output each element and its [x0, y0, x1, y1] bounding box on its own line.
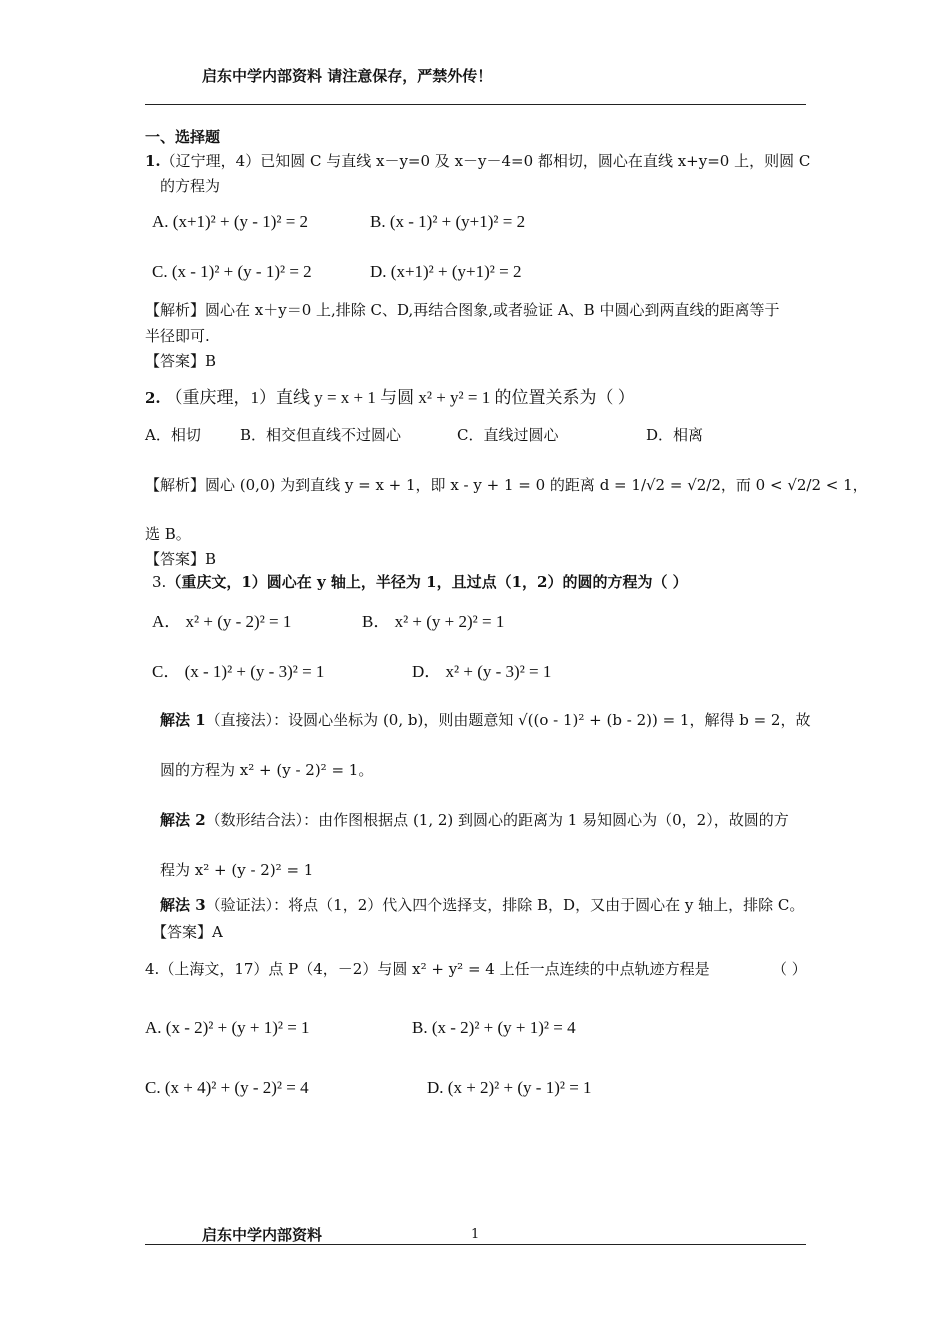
footer-rule: [145, 1244, 806, 1245]
q1-stem-line2: 的方程为: [160, 177, 221, 195]
q4-option-c: C. (x + 4)² + (y - 2)² = 4: [145, 1078, 309, 1097]
q4-option-b: B. (x - 2)² + (y + 1)² = 4: [412, 1018, 576, 1037]
q2-stem: 2. （重庆理，1）直线 y = x + 1 与圆 x² + y² = 1 的位置关系为（ ）: [145, 388, 635, 407]
q3-method1-label: 解法 1: [160, 711, 206, 729]
q3-method1-end: 圆的方程为 x² + (y - 2)² = 1。: [160, 761, 374, 779]
q2-option-b: B．相交但直线不过圆心: [240, 426, 402, 444]
q1-analysis-line1: 【解析】圆心在 x＋y＝0 上,排除 C、D,再结合图象,或者验证 A、B 中圆心到两直线的距离等于: [145, 301, 780, 319]
q3-method2-label: 解法 2: [160, 811, 206, 829]
q3-method2-text: （数形结合法）：由作图根据点 (1, 2) 到圆心的距离为 1 易知圆心为（0，2），故圆的方: [205, 811, 789, 829]
q3-option-b: B． x² + (y + 2)² = 1: [362, 612, 505, 631]
q2-analysis: 【解析】圆心 (0,0) 为到直线 y = x + 1，即 x - y + 1 = 0 的距离 d = 1/√2 = √2/2，而 0 < √2/2 < 1，: [145, 476, 868, 494]
q2-option-c: C．直线过圆心: [457, 426, 559, 444]
q2-stem-text: （重庆理，1）直线 y = x + 1 与圆 x² + y² = 1 的位置关系为（ ）: [165, 388, 635, 407]
q3-method3-label: 解法 3: [160, 896, 206, 914]
q3-method1-text: （直接法）：设圆心坐标为 (0, b)，则由题意知 √((o - 1)² + (b - 2)) = 1，解得 b = 2，故: [205, 711, 811, 729]
q3-method3: [160, 895, 804, 915]
q1-option-b: B. (x - 1)² + (y+1)² = 2: [370, 212, 526, 231]
q3-option-d: D． x² + (y - 3)² = 1: [412, 662, 552, 681]
page-number: 1: [471, 1227, 480, 1242]
section-title: 一、选择题: [145, 128, 221, 146]
q1-option-c: C. (x - 1)² + (y - 1)² = 2: [152, 262, 312, 281]
q3-method1: [160, 710, 810, 730]
q1-option-d: D. (x+1)² + (y+1)² = 2: [370, 262, 522, 281]
q1-stem-line1: （辽宁理，4）已知圆 C 与直线 x－y=0 及 x－y－4=0 都相切，圆心在直线 x+y=0 上，则圆 C: [160, 152, 811, 170]
q2-answer: 【答案】B: [145, 550, 217, 568]
q4-option-a: A. (x - 2)² + (y + 1)² = 1: [145, 1018, 310, 1037]
q2-option-d: D．相离: [646, 426, 704, 444]
q1-analysis-line2: 半径即可.: [145, 327, 210, 345]
q1-option-a: A. (x+1)² + (y - 1)² = 2: [152, 212, 309, 231]
page-footer: 启东中学内部资料: [202, 1226, 323, 1244]
q4-answer-blank: （ ）: [772, 960, 807, 978]
q3-method2: [160, 810, 789, 830]
header-rule: [145, 104, 806, 105]
q3-answer: 【答案】A: [152, 923, 223, 941]
q3-stem-text: （重庆文，1）圆心在 y 轴上，半径为 1，且过点（1，2）的圆的方程为（ ）: [166, 573, 688, 591]
page-header: 启东中学内部资料 请注意保存，严禁外传！: [202, 67, 493, 85]
q4-stem-text: （上海文，17）点 P（4，－2）与圆 x² + y² = 4 上任一点连续的中点轨迹方程是: [159, 960, 710, 978]
q3-option-c: C． (x - 1)² + (y - 3)² = 1: [152, 662, 325, 681]
q3-method2-end: 程为 x² + (y - 2)² = 1: [160, 861, 314, 879]
q1-answer: 【答案】B: [145, 352, 217, 370]
q4-option-d: D. (x + 2)² + (y - 1)² = 1: [427, 1078, 592, 1097]
q4-stem: 4.（上海文，17）点 P（4，－2）与圆 x² + y² = 4 上任一点连续的中点轨迹方程是: [145, 960, 710, 978]
q1-stem: 1.（辽宁理，4）已知圆 C 与直线 x－y=0 及 x－y－4=0 都相切，圆心在直线 x+y=0 上，则圆 C: [145, 152, 811, 170]
q3-method3-text: （验证法）：将点（1，2）代入四个选择支，排除 B，D，又由于圆心在 y 轴上，排除 C。: [205, 896, 805, 914]
q3-stem: 3.（重庆文，1）圆心在 y 轴上，半径为 1，且过点（1，2）的圆的方程为（ ）: [152, 573, 688, 591]
q2-analysis-end: 选 B。: [145, 525, 191, 543]
q3-option-a: A． x² + (y - 2)² = 1: [152, 612, 292, 631]
q2-option-a: A．相切: [145, 426, 201, 444]
